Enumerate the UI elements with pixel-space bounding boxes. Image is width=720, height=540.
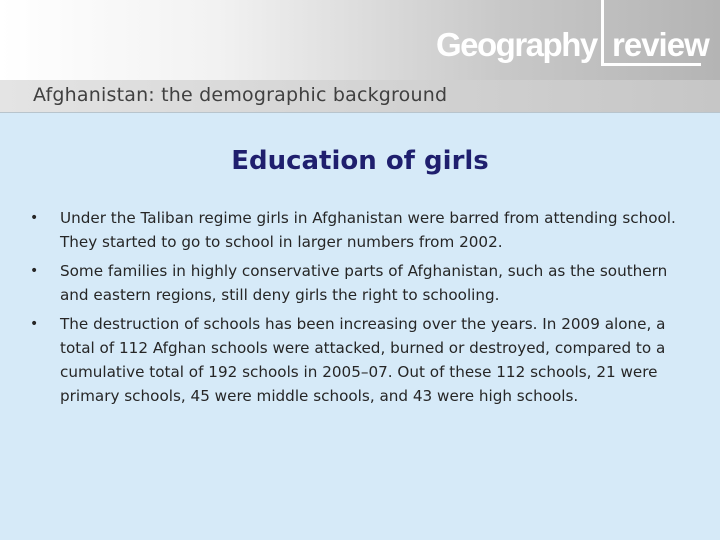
subtitle-bar (0, 80, 720, 113)
bullet-icon: • (30, 210, 39, 226)
slide-subtitle: Afghanistan: the demographic background (33, 84, 448, 106)
logo-primary-text: Geography (436, 26, 597, 63)
header-banner (0, 0, 720, 80)
bullet-item (30, 206, 690, 254)
bullet-icon: • (30, 263, 39, 279)
bullet-item (30, 259, 690, 307)
bullet-list (30, 206, 690, 413)
bullet-text: The destruction of schools has been increasing over the years. In 2009 alone, a total of 112 Afghan schools were attacked, burned or destroyed, compared to a cumulative total of 192 schools in 2005–07. Out of these 112 schools, 21 were primary schools, 45 were middle schools, and 43 were high schools. (60, 315, 666, 405)
logo-secondary-text: review (612, 26, 709, 63)
logo-underline (601, 63, 701, 66)
geography-review-logo (436, 0, 709, 80)
bullet-text: Some families in highly conservative parts of Afghanistan, such as the southern and eastern regions, still deny girls the right to schooling. (60, 262, 668, 304)
bullet-item (30, 312, 690, 408)
bullet-icon: • (30, 316, 39, 332)
logo-vertical-bar (601, 0, 604, 66)
slide-title: Education of girls (231, 146, 489, 176)
bullet-text: Under the Taliban regime girls in Afghanistan were barred from attending school. They started to go to school in larger numbers from 2002. (60, 209, 676, 251)
